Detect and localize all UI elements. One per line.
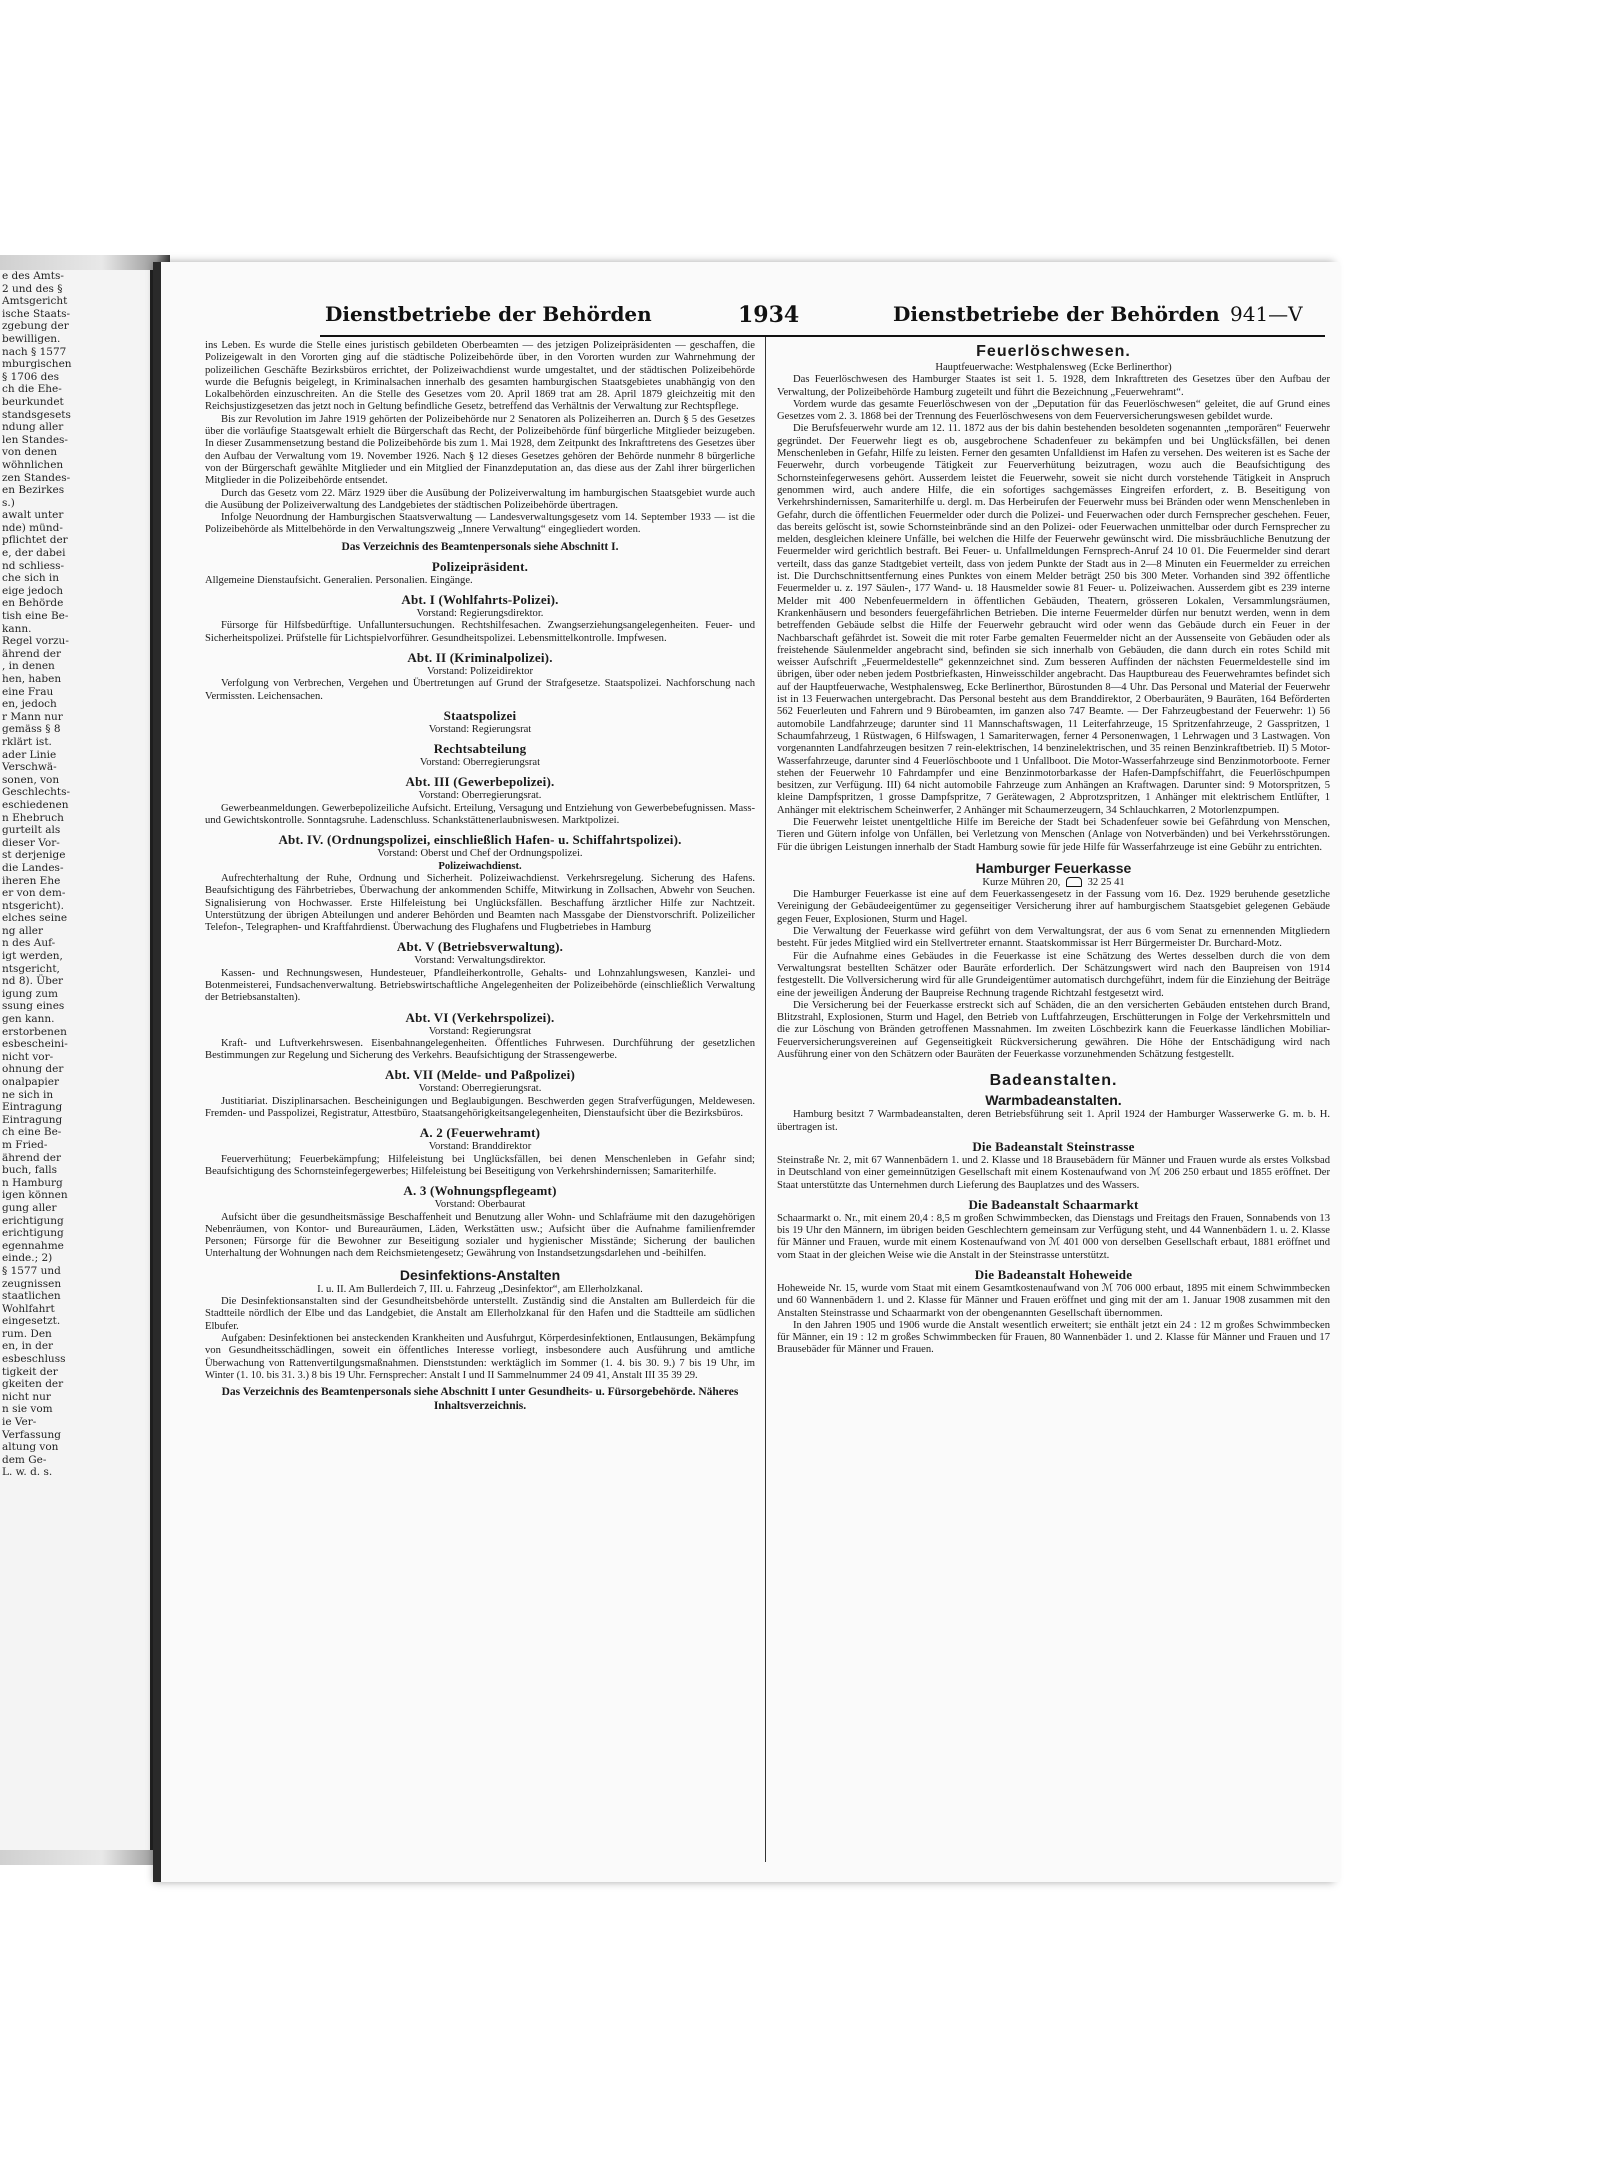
left-page-line: ährend der xyxy=(2,647,62,660)
section-text: Kassen- und Rechnungswesen, Hundesteuer, Pfandleiherkontrolle, Gehalts- und Lohnzahlungswesen, Kanzlei- und Botenmeisterei, Fundsachenverwaltung. Betriebswirtschaftliche Angelegenheiten der Polizeibehörde (einschließlich Verwaltung der Betriebsanstalten). xyxy=(205,967,755,1004)
section-text: Die Desinfektionsanstalten sind der Gesundheitsbehörde unterstellt. Zuständig sind die Anstalten am Bullerdeich für die Stadtteile nördlich der Elbe und das Landgebiet, die Anstalt am Ellerholzkanal für den Hafen und die Stadtteile am südlichen Elbufer. xyxy=(205,1296,755,1332)
page-header xyxy=(160,302,1330,334)
left-page-line: nicht vor- xyxy=(2,1050,54,1063)
section-title: Feuerlöschwesen. xyxy=(976,343,1131,360)
section-text: Schaarmarkt o. Nr., mit einem 20,4 : 8,5 m großen Schwimmbecken, das Dienstags und Freitags den Frauen, Sonnabends von 13 bis 19 Uhr den Männern, im übrigen beiden Geschlechtern gemeinsam zur Verfügung steht, und 44 Wannenbädern 1. u. 2. Klasse für Männer und Frauen, wurde mit einem Kostenaufwand von ℳ 401 000 von derselben Gesellschaft erbaut, 1881 eröffnet und vom Staat in der gleichen Weise wie die Anstalt in der Steinstrasse unterstützt. xyxy=(777,1212,1330,1261)
left-page-line: Amtsgericht xyxy=(2,295,68,308)
left-page-line: wöhnlichen xyxy=(2,458,64,471)
left-page-line: st derjenige xyxy=(2,849,66,862)
left-page-line: s.) xyxy=(2,496,15,509)
section-vorstand: Vorstand: Regierungsrat xyxy=(428,723,532,735)
section-address: I. u. II. Am Bullerdeich 7, III. u. Fahrzeug „Desinfektor“, am Ellerholzkanal. xyxy=(317,1283,643,1295)
left-page-line: Regel vorzu- xyxy=(2,635,69,648)
left-page-line: esbescheini- xyxy=(2,1038,68,1051)
section-vorstand: Vorstand: Oberregierungsrat. xyxy=(418,1083,542,1095)
left-page-line: bewilligen. xyxy=(2,332,61,345)
section-vorstand: Vorstand: Regierungsrat xyxy=(428,1025,532,1037)
section-text: Hoheweide Nr. 15, wurde vom Staat mit einem Gesamtkostenaufwand von ℳ 706 000 erbaut, 1895 mit einem Schwimmbecken und 60 Wannenbädern 1. und 2. Klasse für Männer und Frauen eröffnet und ging mit der am 1. Januar 1908 zusammen mit den Anstalten Steinstrasse und Schaarmarkt von der obengenannten Gesellschaft übernommen. xyxy=(777,1283,1330,1319)
left-page-line: ch die Ehe- xyxy=(2,383,62,396)
left-page-line: zgebung der xyxy=(2,320,69,333)
section-vorstand: Vorstand: Polizeidirektor xyxy=(426,665,534,677)
left-page-line: die Landes- xyxy=(2,861,64,874)
section-text: Aufsicht über die gesundheitsmässige Beschaffenheit und Benutzung aller Wohn- und Schlafräume mit den dazugehörigen Nebenräumen, von Kontor- und Bureauräumen, Läden, Werkstätten usw.; Aufsicht über die Aufnahme familienfremder Personen; Fürsorge für die Bewohner zur Beseitigung sozialer und hygienischer Misstände; Sicherung der baulichen Unterhaltung der Wohnungen nach dem Reichsmietengesetz; Gewährung von Instandsetzungsdarlehen und -beihilfen. xyxy=(205,1211,755,1260)
section-title: Rechtsabteilung xyxy=(433,741,527,757)
left-page-line: dem Ge- xyxy=(2,1453,47,1466)
intro-paragraph: Bis zur Revolution im Jahre 1919 gehörten der Polizeibehörde nur 2 Senatoren als Polizeiherren an. Durch § 5 des Gesetzes über die vorläufige Staatsgewalt erhielt die Bürgerschaft das Recht, der Polizeibehörde fünf bürgerliche Mitglieder beizugeben. In dieser Zusammensetzung bestand die Polizeibehörde bis zum 1. Mai 1928, dem Zeitpunkt des Inkrafttretens des Gesetzes über den Aufbau der Verwaltung vom 19. November 1926. Nach § 12 dieses Gesetzes gehören der Behörde nunmehr 8 bürgerliche von der Bürgerschaft gewählte Mitglieder und ein Mitglied der Finanzdeputation an, das diese aus der Zahl ihrer bürgerlichen Mitglieder in die Polizeibehörde entsendet. xyxy=(205,413,755,487)
section-title: Abt. IV. (Ordnungspolizei, einschließlich Hafen- u. Schiffahrtspolizei). xyxy=(278,832,682,848)
left-page-line: ntsgericht, xyxy=(2,962,60,975)
section-text: Das Feuerlöschwesen des Hamburger Staates ist seit 1. 5. 1928, dem Inkrafttreten des Gesetzes über den Aufbau der Verwaltung, der Polizeibehörde Hamburg zugeteilt und führt die Bezeichnung „Feuerwehramt“. xyxy=(777,374,1330,398)
section-title: Abt. III (Gewerbepolizei). xyxy=(405,774,555,790)
left-page-line: gung aller xyxy=(2,1201,57,1214)
section-vorstand: Vorstand: Oberregierungsrat. xyxy=(418,790,542,802)
left-page-line: buch, falls xyxy=(2,1164,58,1177)
intro-paragraph: Durch das Gesetz vom 22. März 1929 über die Ausübung der Polizeiverwaltung im hamburgischen Staatsgebiet wurde auch die Ausübung der Polizeiverwaltung des Landgebietes der städtischen Polizeibehörde übertragen. xyxy=(205,487,755,511)
section-title: Badeanstalten. xyxy=(989,1072,1118,1090)
left-page-line: ährend der xyxy=(2,1151,62,1164)
left-page-line: egennahme xyxy=(2,1239,64,1252)
left-page-line: Geschlechts- xyxy=(2,786,71,799)
section-text: Die Hamburger Feuerkasse ist eine auf dem Feuerkassengesetz in der Fassung vom 16. Dez. 1929 beruhende gesetzliche Vereinigung der Gebäudeeigentümer zu gegenseitiger Versicherung ihrer auf hamburgischem Staatsgebiet gelegenen Gebäude gegen Feuer, Explosionen, Sturm und Hagel. xyxy=(777,889,1330,925)
section-text: Steinstraße Nr. 2, mit 67 Wannenbädern 1. und 2. Klasse und 18 Brausebädern für Männer und Frauen wurde als erstes Volksbad in Deutschland von einer gemeinnützigen Gesellschaft mit einem Kostenaufwand von ℳ 206 250 erbaut und 1855 eröffnet. Der Staat unterstützte das Unternehmen durch Lieferung des Bauplatzes und des Wassers. xyxy=(777,1154,1330,1191)
left-page-line: n Ehebruch xyxy=(2,811,64,824)
left-page-line: pflichtet der xyxy=(2,534,68,547)
section-subtitle: Warmbadeanstalten. xyxy=(985,1092,1122,1109)
left-page-line: n des Auf- xyxy=(2,937,56,950)
left-page-line: zen Standes- xyxy=(2,471,71,484)
column-right xyxy=(777,340,1330,1357)
left-page-line: m Fried- xyxy=(2,1138,48,1151)
left-page-line: hen, haben xyxy=(2,673,62,685)
section-text: Feuerverhütung; Feuerbekämpfung; Hilfeleistung bei Unglücksfällen, bei denen Menschenleben in Gefahr sind; Beaufsichtigung des Schornsteinfegergewerbes; Hilfeleistung bei Beseitigung von Verkehrshindernissen; Samariterhilfe. xyxy=(205,1153,755,1177)
left-page-line: altung von xyxy=(2,1441,59,1454)
section-text: Für die Aufnahme eines Gebäudes in die Feuerkasse ist eine Schätzung des Wertes desselben durch die von dem Verwaltungsrat bestellten Schätzer oder Bauräte erforderlich. Der Schätzungswert wird nach den Baupreisen von 1914 festgestellt. Die Vollversicherung wird für alle Grundeigentümer automatisch durchgeführt, indem für die Einziehung der Beiträge eine der jeweiligen Änderung der Baupreise Rechnung tragende Richtzahl festgesetzt wird. xyxy=(777,950,1330,999)
left-page-line: beurkundet xyxy=(2,395,64,408)
left-page-line: eine Frau xyxy=(2,685,54,698)
left-page-line: len Standes- xyxy=(2,433,68,446)
section-address xyxy=(777,877,1330,889)
column-left xyxy=(205,340,755,1413)
address-text: Kurze Mühren 20, xyxy=(982,876,1061,888)
page-number: 941—V xyxy=(1230,302,1303,326)
section-text: Die Feuerwehr leistet unentgeltliche Hilfe im Bereiche der Stadt bei Schadenfeuer sowie bei Gefährdung von Menschen, Tieren und Gütern infolge von Unfällen, bei Verletzung von Menschen (Anlage von Notverbänden) und bei Verkehrsstörungen. Für die übrigen Leistungen innerhalb der Stadt Hamburg sowie für jede Hilfe für Wasserfahrzeuge ist eine Gebühr zu entrichten. xyxy=(777,816,1330,853)
header-year: 1934 xyxy=(738,302,800,328)
left-page-line: n Hamburg xyxy=(2,1176,63,1189)
left-page-line: nd 8). Über xyxy=(2,975,64,988)
section-text: Hamburg besitzt 7 Warmbadeanstalten, deren Betriebsführung seit 1. April 1924 der Hamburger Wasserwerke G. m. b. H. übertragen ist. xyxy=(777,1109,1330,1133)
left-page-line: tish eine Be- xyxy=(2,610,69,623)
section-title: Die Badeanstalt Steinstrasse xyxy=(972,1138,1135,1154)
left-page-line: Verschwä- xyxy=(2,761,57,774)
left-page-fragment xyxy=(0,270,153,1850)
section-title: Polizeipräsident. xyxy=(431,558,529,574)
left-page-line: rum. Den xyxy=(2,1327,52,1340)
intro-paragraph: ins Leben. Es wurde die Stelle eines juristisch gebildeten Oberbeamten — des jetzigen Polizeipräsidenten — geschaffen, die Polizeigewalt in den Vororten ging auf die städtische Polizeibehörde über, in den Vororten wurden zur Wahrnehmung der polizeilichen Geschäfte Bezirksbüros errichtet, der Polizeiwachdienst wurde umgestaltet, und der städtischen Polizeibehörde wurde die Befugnis beigelegt, in Kriminalsachen innerhalb des gesamten hamburgischen Staatsgebietes unabhängig von den Lokalbehörden einzuschreiten. An die Stelle des Gesetzes vom 20. April 1869 trat am 28. April 1879 gleichzeitig mit den Reichsjustizgesetzen das jetzt noch in Geltung befindliche Gesetz, betreffend das Verhältnis der Verwaltung zur Rechtspflege. xyxy=(205,340,755,413)
left-page-line: er von dem- xyxy=(2,887,66,900)
left-page-line: ng aller xyxy=(2,924,44,937)
left-page-line: staatlichen xyxy=(2,1290,61,1303)
left-page-line: zeugnissen xyxy=(2,1277,62,1290)
section-title: A. 2 (Feuerwehramt) xyxy=(419,1125,541,1141)
section-text: Vordem wurde das gesamte Feuerlöschwesen von der „Deputation für das Feuerlöschwesen“ geleitet, die auf Grund eines Gesetzes vom 2. 3. 1868 bei der Trennung des Feuerlöschwesens von dem Feuerversicherungswesen gebildet wurde. xyxy=(777,398,1330,423)
left-page-line: igung zum xyxy=(2,987,58,1000)
verzeichnis-note: Das Verzeichnis des Beamtenpersonals siehe Abschnitt I. xyxy=(341,540,619,553)
header-rule xyxy=(320,335,1325,337)
section-text: Verfolgung von Verbrechen, Vergehen und Übertretungen auf Grund der Strafgesetze. Staatspolizei. Nachforschung nach Vermissten. Leichensachen. xyxy=(205,678,755,702)
section-text: Die Berufsfeuerwehr wurde am 12. 11. 1872 aus der bis dahin bestehenden besoldeten sogenannten „temporären“ Feuerwehr gegründet. Der Feuerwehr liegt es ob, ausgebrochene Schadenfeuer zu bekämpfen und bei Unglücksfällen, bei denen Menschenleben in Gefahr, Hilfe zu leisten. Ferner den gesamten Unfalldienst im Hafen zu versehen. Des weiteren ist es Sache der Feuerwehr, durch vorbeugende Tätigkeit zur Feuerverhütung beizutragen, wozu auch die Beaufsichtigung des Schornsteinfegerwesens gehört. Ausserdem leistet die Feuerwehr, soweit sie nicht durch vorstehende Tätigkeit in Anspruch genommen wird, auch andere Hilfe, die ein sofortiges sachgemässes Eingreifen erfordert, z. B. Beseitigung von Verkehrshindernissen, Samariterhilfe u. dergl. m. Das Herbeirufen der Feuerwehr muss bei Bränden oder wenn Menschenleben in Gefahr, durch die öffentlichen Feuermelder oder durch die Polizei- und Feuerwachen oder durch Fernsprecher geschehen. Feuer, das bereits gelöscht ist, sowie Schornsteinbrände sind an den Polizei- oder Feuerwachen unmittelbar oder durch Fernsprecher zu melden, desgleichen kleinere Unfälle, bei welchen die Hilfe der Feuerwehr gewünscht wird. Die missbräuchliche Benutzung der Feuermelder wird gerichtlich bestraft. Bei Feuer- u. Unfallmeldungen Fernsprech-Anruf 24 10 01. Die Feuermelder sind derart verteilt, dass das ganze Stadtgebiet verteilt, dass von jedem Punkte der Stadt aus in 2—8 Minuten ein Feuermelder zu erreichen ist. Die Durchschnittsentfernung eines Punktes von einem Melder beträgt 250 bis 300 Meter. Vorhanden sind 392 öffentliche Feuermelder u. z. 197 Säulen-, 177 Wand- u. 18 Hausmelder sowie 81 Feuer- u. Polizeiwachen. Ausserdem gibt es 239 interne Melder mit 400 Nebenfeuermeldern in öffentlichen Gebäuden, Theatern, grösseren Lokalen, Versammlungsräumen, Krankenhäusern und besonders feuergefährlichen Betrieben. Die interne Feuermelder dürfen nur benutzt werden, wenn in dem betreffenden Gebäude selbst die Hilfe der Feuerwehr gebraucht wird oder wenn das Gebäude durch ein Feuer in der Nachbarschaft gefährdet ist. Soweit die mit roter Farbe gemalten Feuermelder nicht an der Aussenseite von Gebäuden oder als freistehende Säulenmelder angebracht sind, befinden sie sich innerhalb von Gebäuden, die dann durch ein rotes Schild mit weisser Aufschrift „Feuermeldestelle“ gekennzeichnet sind. Zum besseren Auffinden der nächsten Feuermeldestelle sind im übrigen, über oder neben jedem Postbriefkasten, Hinweisschilder angebracht. Das Hauptbureau des Feuerwehramtes befindet sich auf der Hauptfeuerwache, Westphalensweg, Ecke Berlinerthor, Bürostunden 8—4 Uhr. Das Personal und Material der Feuerwehr ist in 13 Feuerwachen untergebracht. Das Personal besteht aus dem Branddirektor, 2 Oberbauräten, 9 Bauräten, 164 Beförderten 562 Feuerleuten und Fahrern und 9 Bürobeamten, im ganzen also 747 Beamte. — Der Fahrzeugbestand der Feuerwehr: 1) 56 automobile Landfahrzeuge; darunter sind 11 Mannschaftswagen, 11 Leiterfahrzeuge, 15 Spritzenfahrzeuge, 2 Gasspritzen, 1 Schaumfahrzeug, 1 Rüstwagen, 6 Hilfswagen, 1 Samariterwagen, ferner 4 Personenwagen, 1 Lehrwagen und 3 Lastwagen. Von vorgenannten Landfahrzeugen besitzen 7 rein-elektrischen, 14 benzinelektrischen, und 35 reinen Benzinkraftbetrieb. II) 5 Motor-Wasserfahrzeuge, darunter sind 4 Feuerlöschboote und 1 Unfallboot. Die Motor-Wasserfahrzeuge sind Benzinmotorboote. Ferner stehen der Feuerwehr 10 Fahrdampfer und eine Benzinmotorbarkasse der Hafen-Dampfschiffahrt, die Feuerlöschpumpen besitzen, zur Verfügung. III) 64 nicht automobile Fahrzeuge zum Anhängen an Kraftwagen. Darunter sind: 9 Motorspritzen, 5 kleine Dampfspritzen, 1 grosse Dampfspritze, 7 Gerätewagen, 2 Abprotzspritzen, 1 Anhänger mit elektrischem Entlüfter, 1 Anhänger mit elektrischem Scheinwerfer, 2 Anhänger mit Schaumerzeugern, 34 Schlauchkarren, 2 Motorlenzpumpen. xyxy=(777,423,1330,816)
left-page-line: che sich in xyxy=(2,572,60,585)
left-page-line: Verfassung xyxy=(2,1428,62,1441)
section-text: Gewerbeanmeldungen. Gewerbepolizeiliche Aufsicht. Erteilung, Versagung und Entziehung von Gewerbebefugnissen. Mass- und Gewichtskontrolle. Sonntagsruhe. Ladenschluss. Schankstättenerlaubniswesen. Marktpolizei. xyxy=(205,802,755,827)
left-page-line: eingesetzt. xyxy=(2,1315,61,1328)
left-page-line: erichtigung xyxy=(2,1227,64,1240)
section-vorstand: Vorstand: Regierungsdirektor. xyxy=(416,608,544,620)
left-page-line: e, der dabei xyxy=(2,547,66,560)
left-page-line: ndung aller xyxy=(2,421,64,434)
column-divider xyxy=(765,337,766,1862)
left-page-line: ische Staats- xyxy=(2,307,71,320)
left-page-line: dieser Vor- xyxy=(2,836,60,849)
section-title: Abt. V (Betriebsverwaltung). xyxy=(396,939,564,955)
phone-number: 32 25 41 xyxy=(1087,876,1125,888)
left-page-line: von denen xyxy=(2,446,58,459)
section-vorstand: Vorstand: Oberbaurat xyxy=(434,1199,526,1211)
section-text: Aufgaben: Desinfektionen bei ansteckenden Krankheiten und Ausfuhrgut, Körperdesinfektionen, Entlausungen, Bekämpfung von Gesundheitsschädlingen, soweit ein öffentliches Interesse vorliegt, insbesondere auch Ausführung und amtliche Überwachung von Rattenvertilgungsmaßnahmen. Dienststunden: werktäglich im Sommer (1. 4. bis 30. 9.) 7 bis 19 Uhr, im Winter (1. 10. bis 31. 3.) 8 bis 19 Uhr. Fernsprecher: Anstalt I und II Sammelnummer 24 09 41, Anstalt III 35 39 29. xyxy=(205,1332,755,1381)
section-text: Aufrechterhaltung der Ruhe, Ordnung und Sicherheit. Polizeiwachdienst. Verkehrsregelung. Sicherung des Hafens. Beaufsichtigung des Fährbetriebes, Überwachung der ankommenden Schiffe, Mitwirkung in Zollsachen, Abwehr von Seuchen. Signalisierung von Hochwasser. Erste Hilfeleistung bei Unglücksfällen. Beschaffung ärztlicher Hilfe zur Nachtzeit. Unterstützung der übrigen Abteilungen und anderer Behörden und Beamten nach Massgabe der Dienstvorschrift. Polizeilicher Telefon-, Telegraphen- und Kraftfahrdienst. Überwachung des Flughafens und Flugbetriebes in Hamburg xyxy=(205,872,755,934)
left-page-line: ssung eines xyxy=(2,1000,65,1013)
left-page-line: ne sich in xyxy=(2,1088,54,1101)
section-title: Abt. VII (Melde- und Paßpolizei) xyxy=(385,1067,575,1083)
left-page-line: L. w. d. s. xyxy=(2,1466,53,1479)
left-page-line: ader Linie xyxy=(2,748,57,761)
header-left-title: Dienstbetriebe der Behörden xyxy=(325,302,652,326)
left-page-line: esbeschluss xyxy=(2,1353,66,1366)
verzeichnis-note: Das Verzeichnis des Beamtenpersonals siehe Abschnitt I unter Gesundheits- u. Fürsorgebehörde. Näheres Inhaltsverzeichnis. xyxy=(221,1386,739,1413)
left-page-line: sonen, von xyxy=(2,773,60,786)
left-page-line: § 1706 des xyxy=(2,370,59,383)
section-vorstand: Vorstand: Oberst und Chef der Ordnungspolizei. xyxy=(377,848,583,860)
left-page-line: nach § 1577 xyxy=(2,345,67,358)
section-text: Die Versicherung bei der Feuerkasse erstreckt sich auf Schäden, die an den versicherten Gebäuden entstehen durch Brand, Blitzstrahl, Explosionen, Sturm und Hagel, den Betrieb von Luftfahrzeugen, Erschütterungen in Folge der Verkehrsmitteln und die zur Löschung von Bränden getroffenen Massnahmen. Im zweiten Löschbezirk kann die Feuerkasse ländlichen Mobiliar-Feuerversicherungsvereinen auf Gegenseitigkeit Rückversicherung gewähren. Die Höhe der Entschädigung wird nach Ausführung einer von den Schätzern oder Bauräten der Feuerkasse vorzunehmenden Schätzung festgestellt. xyxy=(777,999,1330,1061)
left-page-line: kann. xyxy=(2,622,32,635)
header-right-title: Dienstbetriebe der Behörden xyxy=(893,302,1220,326)
section-subtitle: Polizeiwachdienst. xyxy=(438,860,522,872)
left-page-line: gen kann. xyxy=(2,1013,55,1026)
telephone-icon xyxy=(1066,877,1082,887)
left-page-line: erstorbenen xyxy=(2,1025,67,1038)
left-page-line: n sie vom xyxy=(2,1403,53,1416)
section-title: Abt. VI (Verkehrspolizei). xyxy=(405,1009,555,1025)
section-text: In den Jahren 1905 und 1906 wurde die Anstalt wesentlich erweitert; sie enthält jetzt ein 24 : 12 m großes Schwimmbecken für Männer, ein 19 : 12 m großes Schwimmbecken für Frauen, 80 Wannenbäder 1. und 2. Klasse für Männer und Frauen und 17 Brausebäder für Männer und Frauen. xyxy=(777,1319,1330,1356)
left-page-line: rklärt ist. xyxy=(2,735,52,748)
left-page-line: nicht nur xyxy=(2,1390,51,1403)
left-page-line: en, in der xyxy=(2,1340,54,1353)
left-page-line: ohnung der xyxy=(2,1063,64,1076)
page-edge xyxy=(153,262,161,1882)
left-page-line: awalt unter xyxy=(2,509,64,522)
left-page-line: igt werden, xyxy=(2,950,63,963)
intro-paragraph: Infolge Neuordnung der Hamburgischen Staatsverwaltung — Landesverwaltungsgesetz vom 14. September 1933 — ist die Polizeibehörde als Mittelbehörde in den Verwaltungszweig „Innere Verwaltung“ eingegliedert worden. xyxy=(205,512,755,536)
section-text: Fürsorge für Hilfsbedürftige. Unfalluntersuchungen. Rechtshilfesachen. Zwangserziehungsangelegenheiten. Feuer- und Sicherheitspolizei. Prüfstelle für Lichtspielvorführer. Gesundheitspolizei. Lebensmittelkontrolle. Impfwesen. xyxy=(205,620,755,644)
section-vorstand: Vorstand: Verwaltungsdirektor. xyxy=(414,955,546,967)
left-page-line: § 1577 und xyxy=(2,1264,61,1277)
left-page-line: elches seine xyxy=(2,912,68,925)
section-text: Die Verwaltung der Feuerkasse wird geführt von dem Verwaltungsrat, der aus 6 vom Senat zu ernennenden Mitgliedern besteht. Für jedes Mitglied wird ein Stellvertreter ernannt. Staatskommissar ist Herr Bürgermeister Dr. Burchard-Motz. xyxy=(777,926,1330,950)
left-page-line: Eintragung xyxy=(2,1113,63,1126)
section-text: Kraft- und Luftverkehrswesen. Eisenbahnangelegenheiten. Öffentliches Fuhrwesen. Durchführung der gesetzlichen Bestimmungen zur Regelung und Sicherung des Verkehrs. Beaufsichtigung der Strassengewerbe. xyxy=(205,1037,755,1062)
left-page-line: standsgesets xyxy=(2,408,71,421)
left-page-text xyxy=(0,270,150,1479)
left-page-line: ch eine Be- xyxy=(2,1126,62,1139)
left-page-line: igen können xyxy=(2,1189,68,1202)
left-page-line: en Bezirkes xyxy=(2,484,65,497)
section-title: Abt. I (Wohlfahrts-Polizei). xyxy=(401,592,559,608)
section-vorstand: Vorstand: Oberregierungsrat xyxy=(419,757,541,769)
left-page-line: gurteilt als xyxy=(2,824,61,837)
left-page-line: mburgischen xyxy=(2,358,72,371)
left-page-line: eschiedenen xyxy=(2,798,69,811)
left-page-line: einde.; 2) xyxy=(2,1252,53,1265)
left-page-line: ntsgericht). xyxy=(2,899,64,912)
left-page-line: tigkeit der xyxy=(2,1365,58,1378)
section-title: Hamburger Feuerkasse xyxy=(975,859,1132,876)
left-page-line: Wohlfahrt xyxy=(2,1302,55,1315)
left-page-line: 2 und des § xyxy=(2,282,63,295)
left-page-line: en, jedoch xyxy=(2,698,57,711)
left-page-line: iheren Ehe xyxy=(2,874,61,887)
section-text: Allgemeine Dienstaufsicht. Generalien. Personalien. Eingänge. xyxy=(205,574,473,586)
left-page-line: onalpapier xyxy=(2,1076,59,1088)
section-title: Die Badeanstalt Schaarmarkt xyxy=(968,1196,1139,1212)
left-page-line: e des Amts- xyxy=(2,270,64,282)
section-title: Die Badeanstalt Hoheweide xyxy=(974,1267,1133,1282)
left-page-line: , in denen xyxy=(2,660,55,673)
section-text: Justitiariat. Disziplinarsachen. Bescheinigungen und Beglaubigungen. Beschwerden gegen Strafverfügungen, Meldewesen. Fremden- und Passpolizei, Registratur, Attestbüro, Staatsangehörigkeitsangelegenheiten, Dienstaufsicht über die Bezirksbüros. xyxy=(205,1095,755,1120)
section-vorstand: Vorstand: Branddirektor xyxy=(428,1141,532,1153)
left-page-line: nde) münd- xyxy=(2,521,63,534)
left-page-line: r Mann nur xyxy=(2,710,63,723)
left-page-line: nd schliess- xyxy=(2,559,65,572)
section-title: A. 3 (Wohnungspflegeamt) xyxy=(403,1183,557,1199)
section-title: Abt. II (Kriminalpolizei). xyxy=(407,649,553,665)
section-title: Staatspolizei xyxy=(443,707,517,723)
left-page-line: ie Ver- xyxy=(2,1416,37,1429)
section-address: Hauptfeuerwache: Westphalensweg (Ecke Berlinerthor) xyxy=(935,362,1172,373)
left-page-line: Eintragung xyxy=(2,1101,63,1114)
section-title: Desinfektions-Anstalten xyxy=(399,1266,561,1283)
left-page-line: erichtigung xyxy=(2,1214,64,1227)
left-page-line: en Behörde xyxy=(2,597,64,610)
left-page-line: eige jedoch xyxy=(2,584,64,597)
left-page-line: gemäss § 8 xyxy=(2,723,61,736)
left-page-line: gkeiten der xyxy=(2,1378,64,1391)
